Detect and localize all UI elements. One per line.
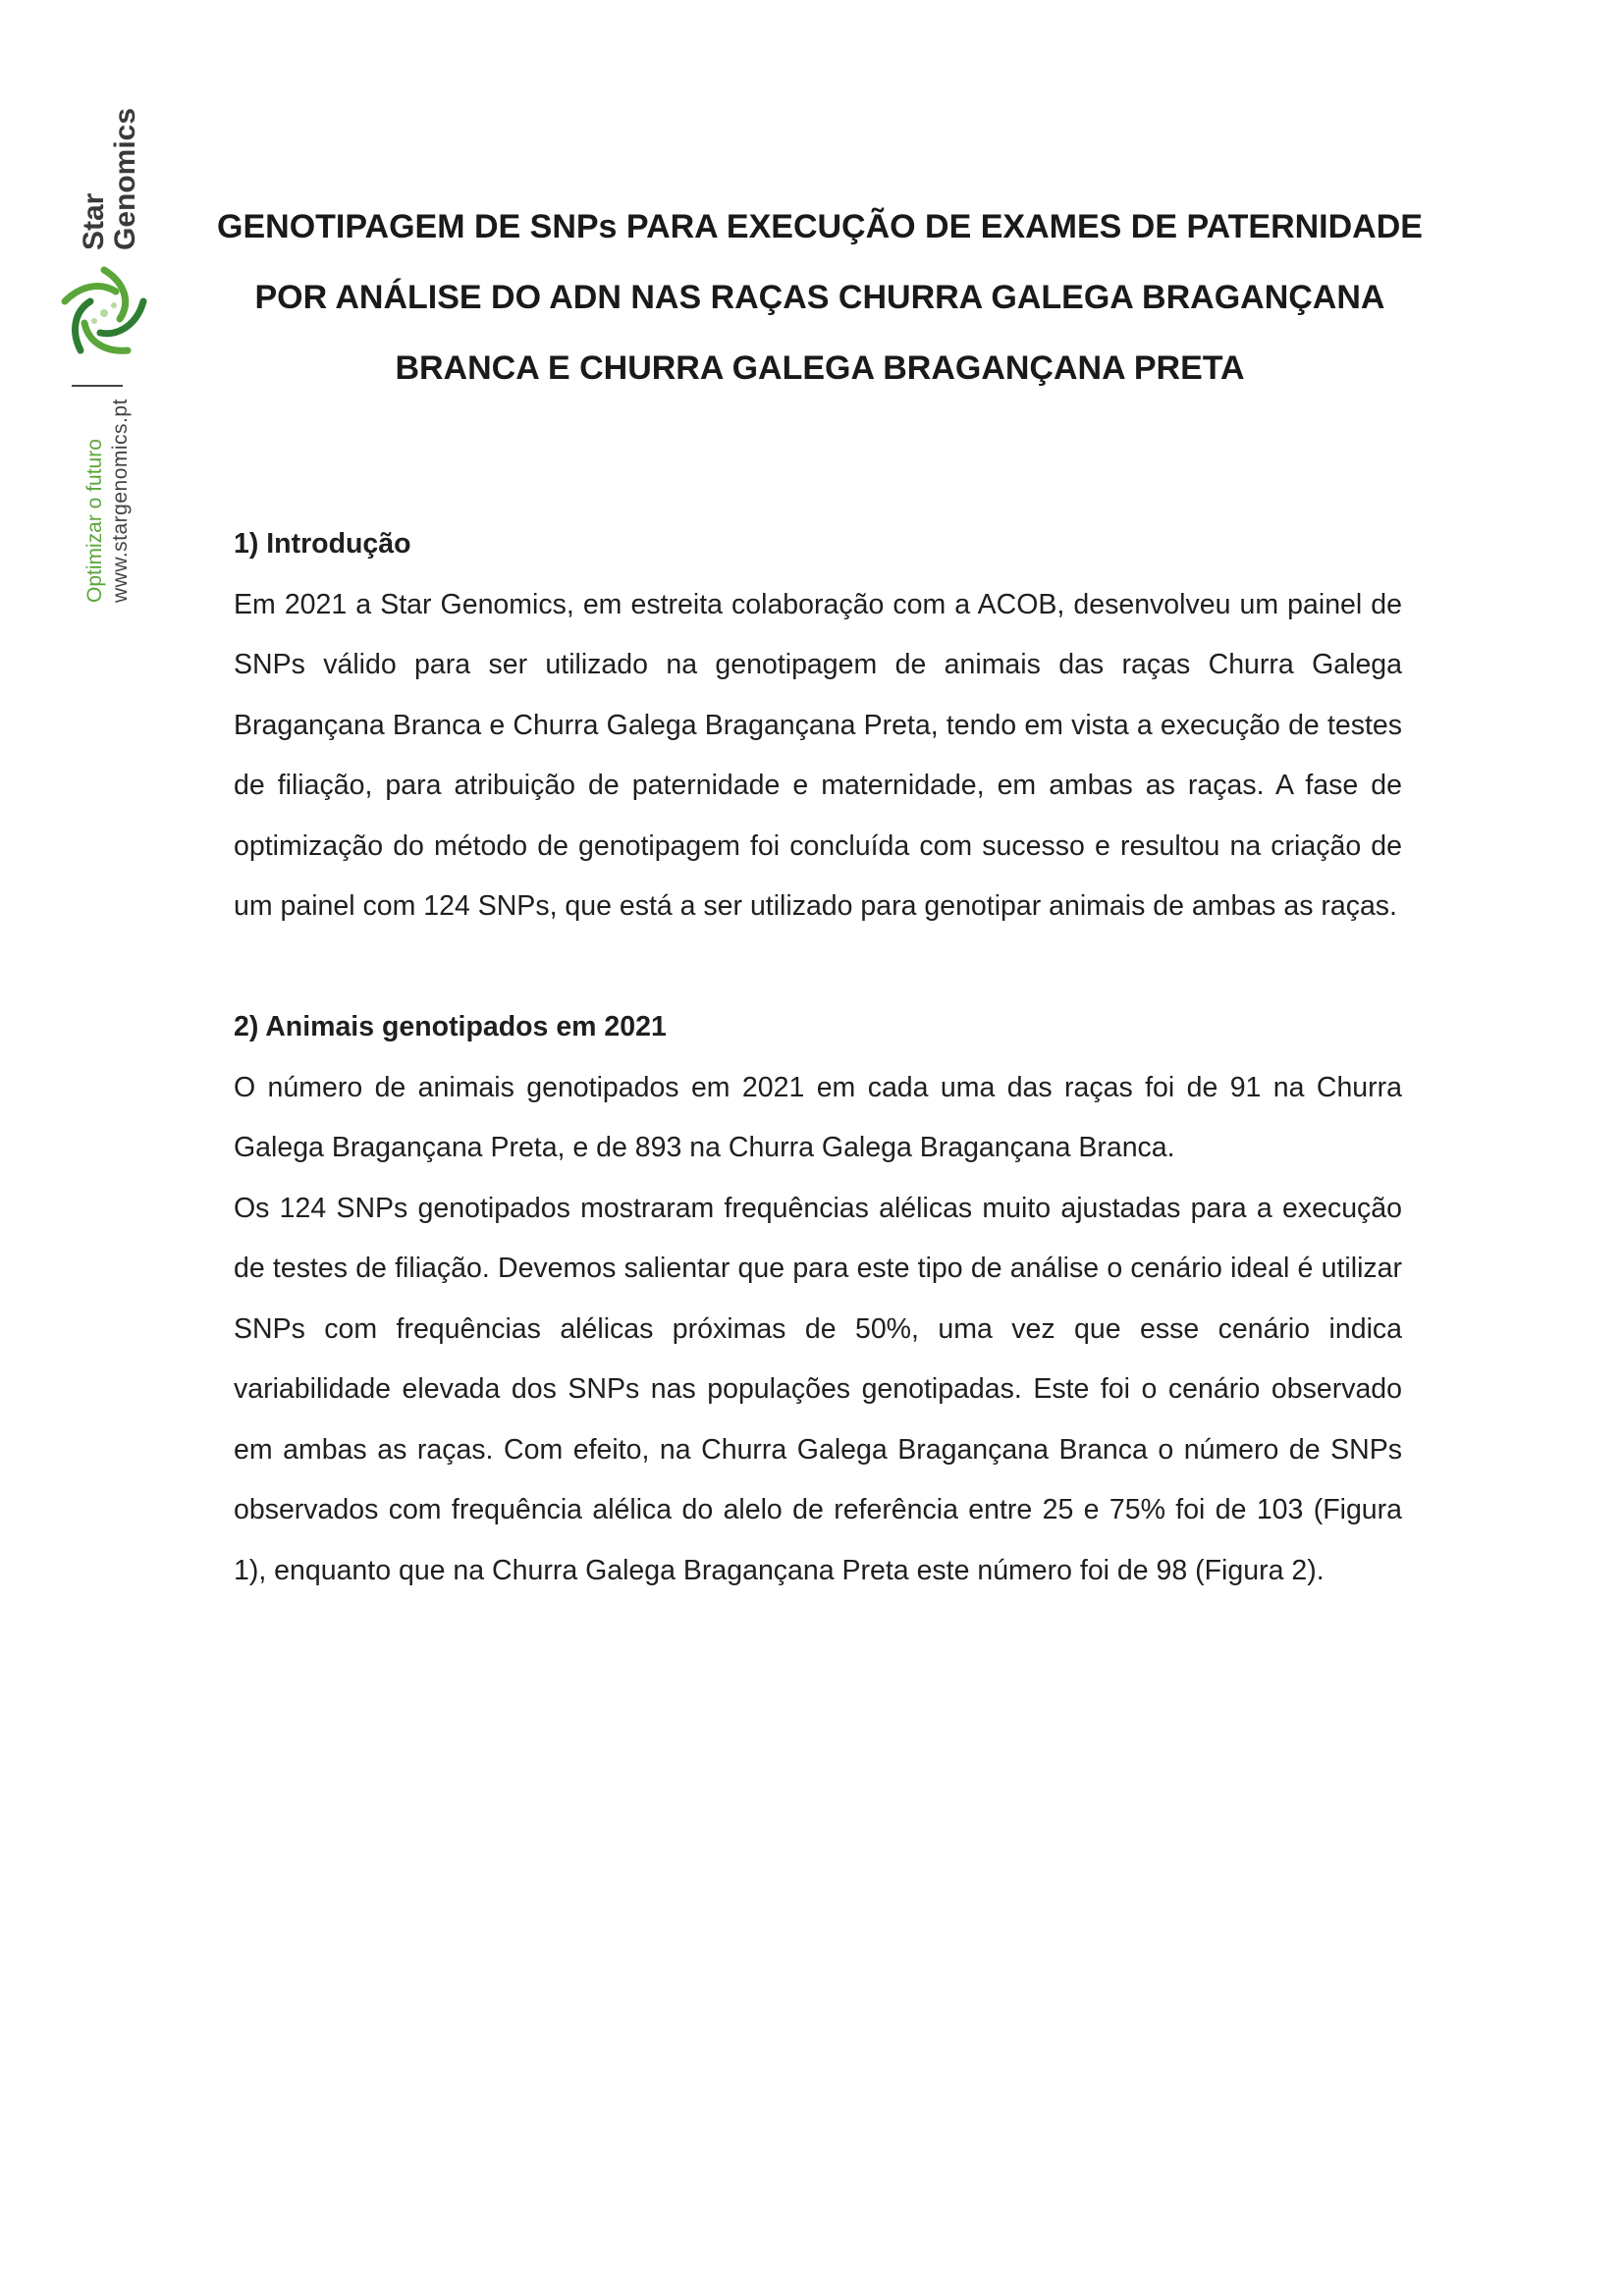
brand-name-line2: Genomics xyxy=(109,107,141,250)
brand-strip xyxy=(47,107,165,679)
brand-name-line1: Star xyxy=(78,192,110,250)
title-line: GENOTIPAGEM DE SNPs PARA EXECUÇÃO DE EXAMES DE PATERNIDADE xyxy=(217,208,1423,245)
brand-name xyxy=(47,107,165,257)
section-heading: 1) Introdução xyxy=(234,528,411,560)
document-title xyxy=(196,191,1443,403)
brand-divider xyxy=(72,385,123,387)
document-body xyxy=(234,514,1402,1601)
brand-tagline xyxy=(82,399,134,603)
title-line: POR ANÁLISE DO ADN NAS RAÇAS CHURRA GALEGA BRAGANÇANA xyxy=(254,279,1385,316)
section-heading: 2) Animais genotipados em 2021 xyxy=(234,1011,667,1042)
paragraph: Os 124 SNPs genotipados mostraram frequências alélicas muito ajustadas para a execução de testes de filiação. Devemos salientar que para este tipo de análise o cenário ideal é utilizar SNPs com frequências alélicas próximas de 50%, uma vez que esse cenário indica variabilidade elevada dos SNPs nas populações genotipadas. Este foi o cenário observado em ambas as raças. Com efeito, na Churra Galega Bragançana Branca o número de SNPs observados com frequência alélica do alelo de referência entre 25 e 75% foi de 103 (Figura 1), enquanto que na Churra Galega Bragançana Preta este número foi de 98 (Figura 2). xyxy=(234,1192,1402,1586)
paragraph: O número de animais genotipados em 2021 em cada uma das raças foi de 91 na Churra Galega Bragançana Preta, e de 893 na Churra Galega Bragançana Branca. xyxy=(234,1071,1402,1163)
title-line: BRANCA E CHURRA GALEGA BRAGANÇANA PRETA xyxy=(395,349,1245,387)
paragraph: Em 2021 a Star Genomics, em estreita colaboração com a ACOB, desenvolveu um painel de SNPs válido para ser utilizado na genotipagem de animais das raças Churra Galega Bragançana Branca e Churra Galega Bragançana Preta, tendo em vista a execução de testes de filiação, para atribuição de paternidade e maternidade, em ambas as raças. A fase de optimização do método de genotipagem foi concluída com sucesso e resultou na criação de um painel com 124 SNPs, que está a ser utilizado para genotipar animais de ambas as raças. xyxy=(234,588,1402,922)
section-introducao xyxy=(234,514,1402,937)
brand-name-text xyxy=(79,108,141,250)
star-genomics-logo-icon xyxy=(55,262,153,360)
brand-slogan: Optimizar o futuro xyxy=(83,439,106,603)
section-animais-genotipados xyxy=(234,997,1402,1601)
section-gap xyxy=(234,937,1402,998)
brand-website: www.stargenomics.pt xyxy=(109,399,132,603)
